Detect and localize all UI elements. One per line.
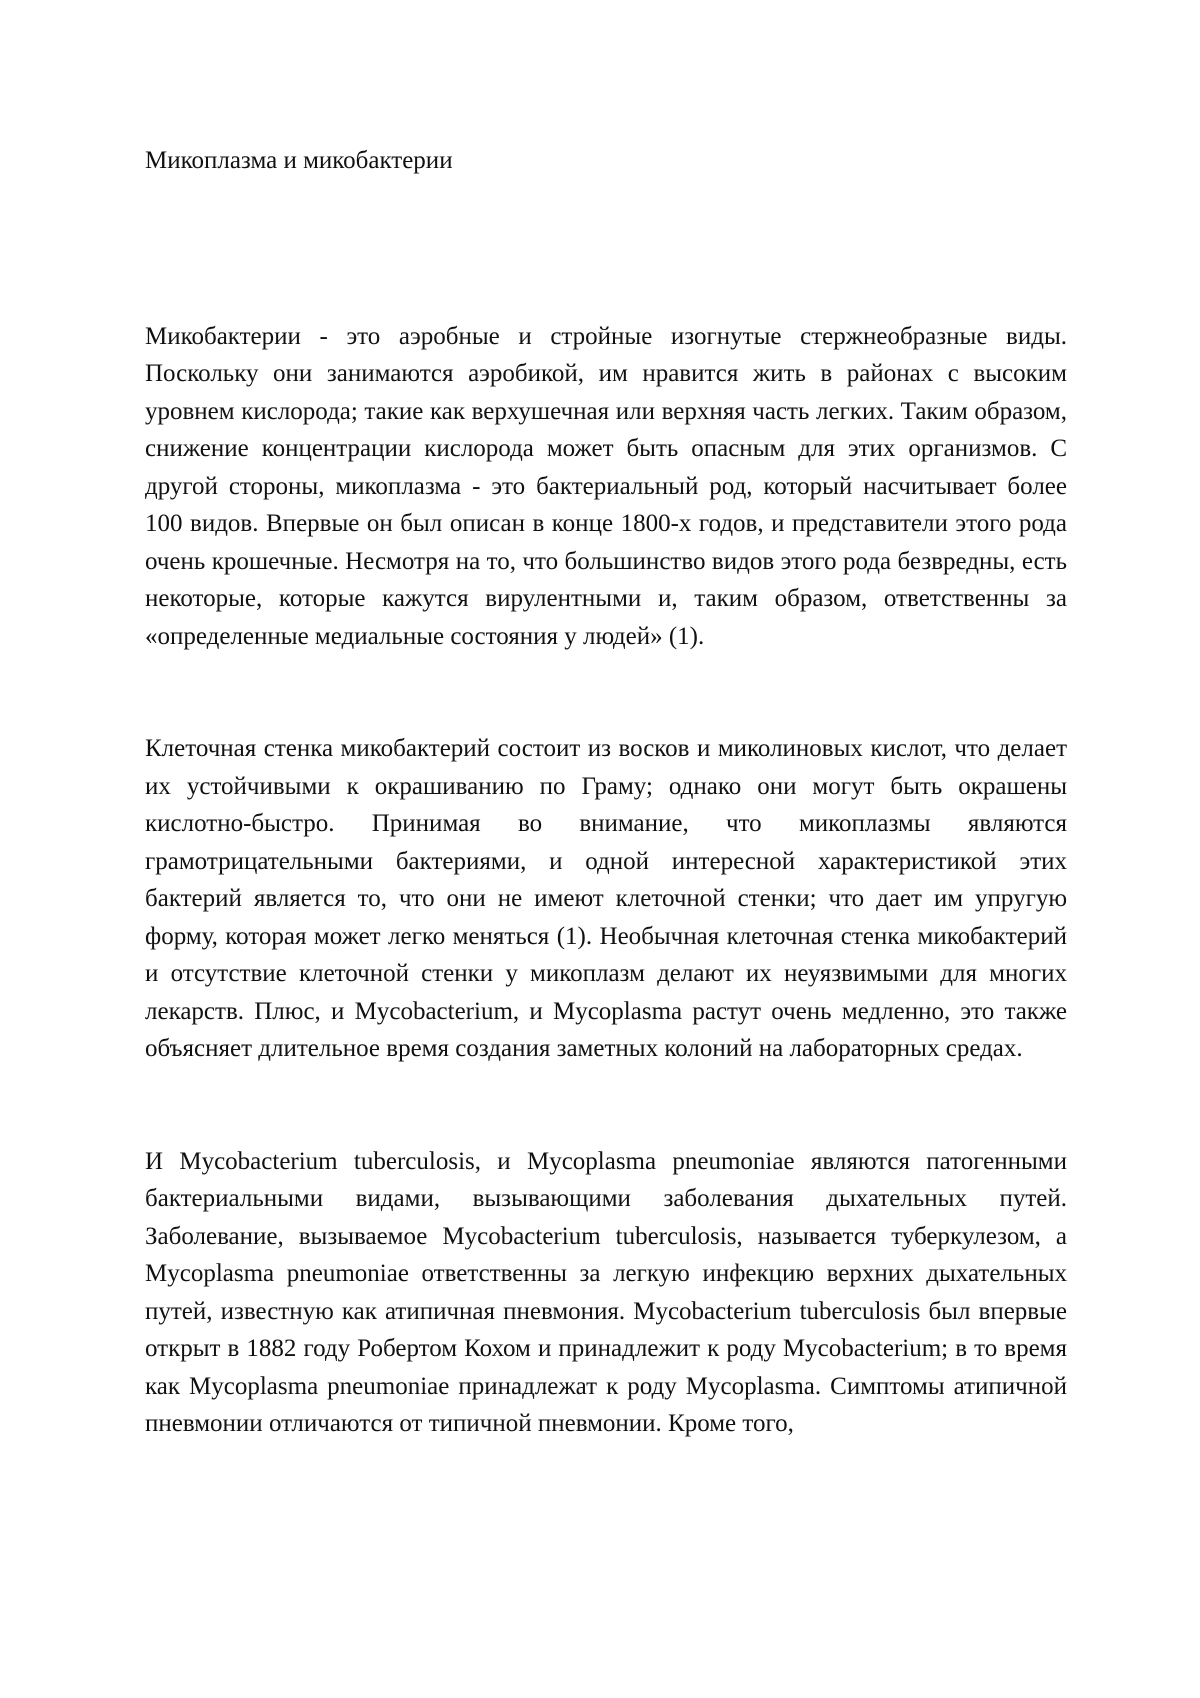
document-body	[145, 142, 1067, 1443]
paragraph-mycobacteria-intro: Микобактерии - это аэробные и стройные изогнутые стержнеобразные виды. Поскольку они занимаются аэробикой, им нравится жить в районах с высоким уровнем кислорода; такие как верхушечная или верхняя часть легких. Таким образом, снижение концентрации кислорода может быть опасным для этих организмов. С другой стороны, микоплазма - это бактериальный род, который насчитывает более 100 видов. Впервые он был описан в конце 1800-х годов, и представители этого рода очень крошечные. Несмотря на то, что большинство видов этого рода безвредны, есть некоторые, которые кажутся вирулентными и, таким образом, ответственны за «определенные медиальные состояния у людей» (1).	[145, 322, 1067, 650]
document-title: Микоплазма и микобактерии	[145, 147, 453, 174]
paragraph-pathogens: И Mycobacterium tuberculosis, и Mycoplasma pneumoniae являются патогенными бактериальными видами, вызывающими заболевания дыхательных путей. Заболевание, вызываемое Mycobacterium tuberculosis, называется туберкулезом, а Mycoplasma pneumoniae ответственны за легкую инфекцию верхних дыхательных путей, известную как атипичная пневмония. Mycobacterium tuberculosis был впервые открыт в 1882 году Робертом Кохом и принадлежит к роду Mycobacterium; в то время как Mycoplasma pneumoniae принадлежат к роду Mycoplasma. Симптомы атипичной пневмонии отличаются от типичной пневмонии. Кроме того,	[145, 1147, 1067, 1437]
paragraph-cell-wall: Клеточная стенка микобактерий состоит из восков и миколиновых кислот, что делает их устойчивыми к окрашиванию по Граму; однако они могут быть окрашены кислотно-быстро. Принимая во внимание, что микоплазмы являются грамотрицательными бактериями, и одной интересной характеристикой этих бактерий является то, что они не имеют клеточной стенки; что дает им упругую форму, которая может легко меняться (1). Необычная клеточная стенка микобактерий и отсутствие клеточной стенки у микоплазм делают их неуязвимыми для многих лекарств. Плюс, и Mycobacterium, и Mycoplasma растут очень медленно, это также объясняет длительное время создания заметных колоний на лабораторных средах.	[145, 735, 1067, 1062]
